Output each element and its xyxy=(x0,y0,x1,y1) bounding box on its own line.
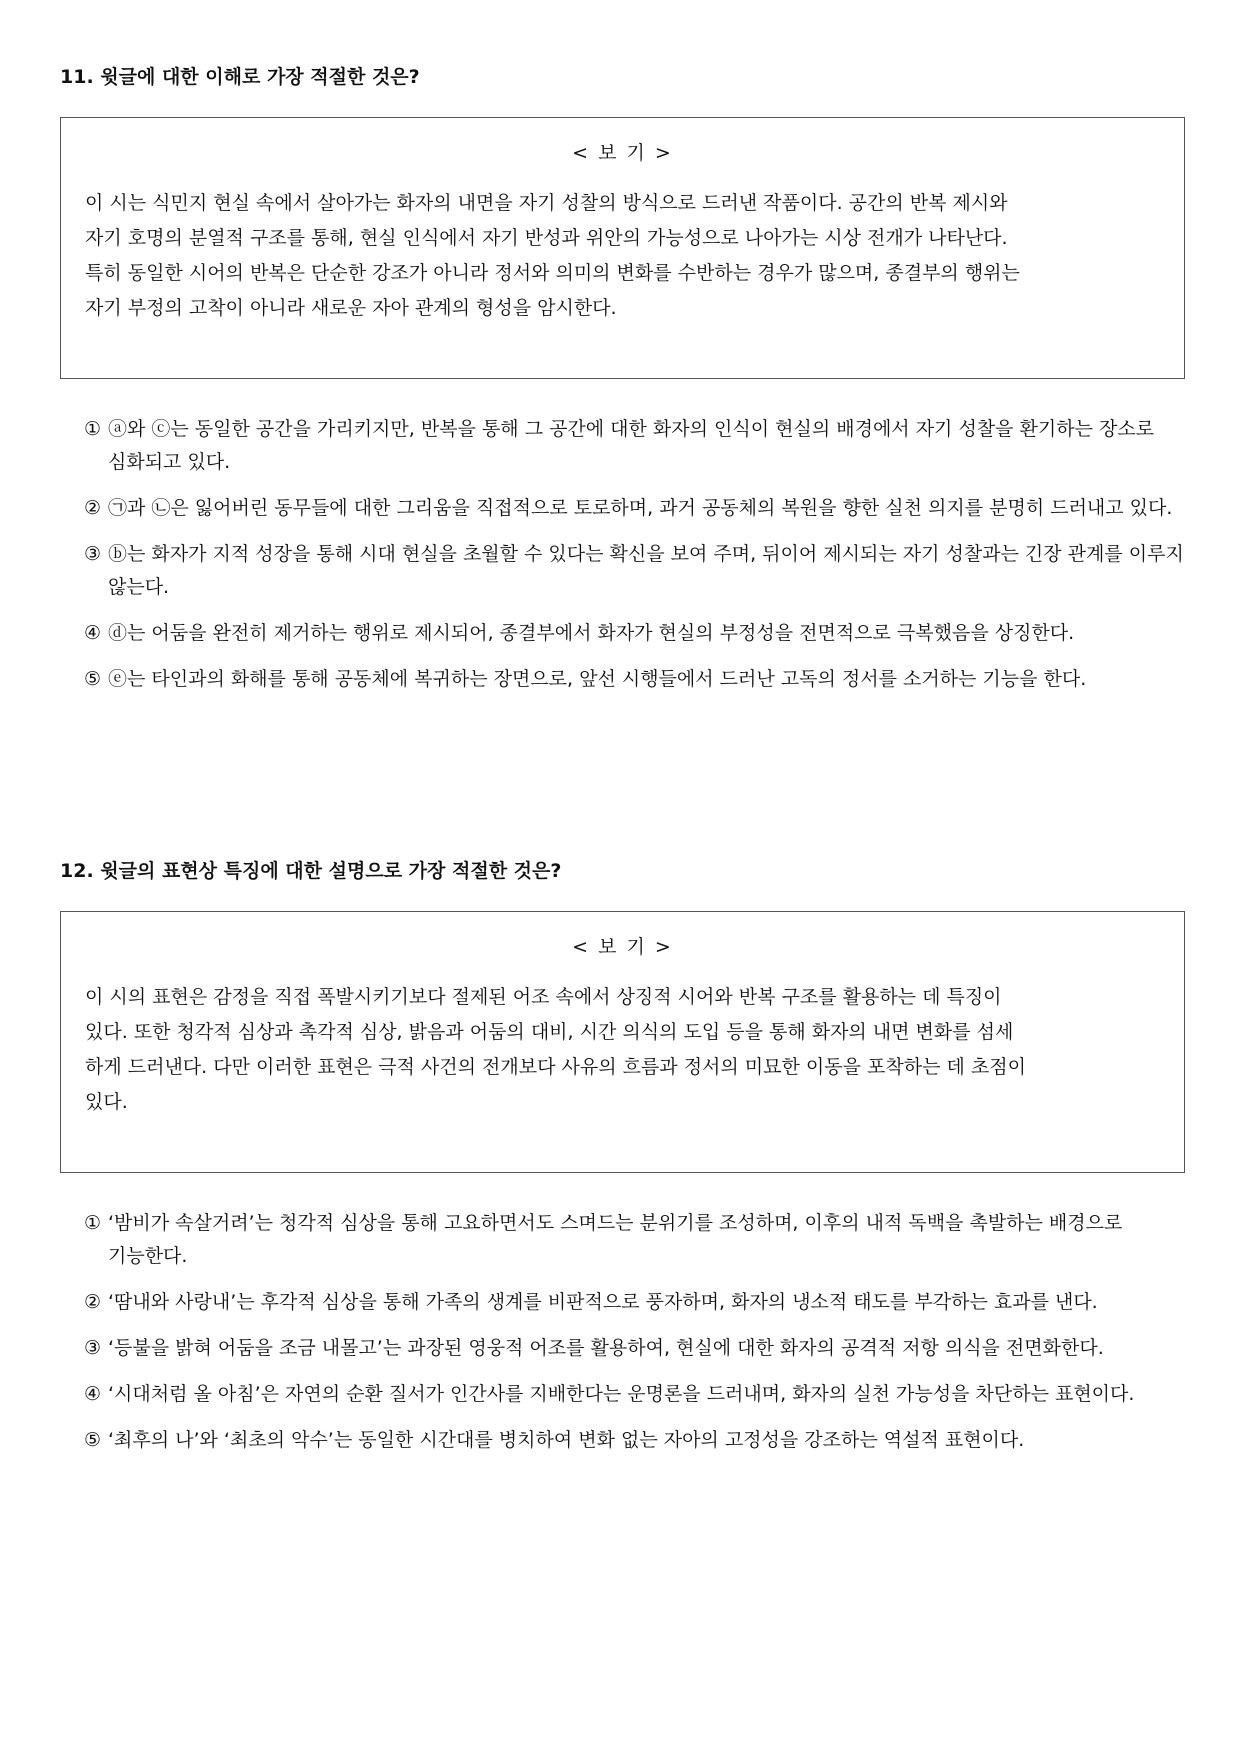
choice-number: ④ xyxy=(84,622,102,644)
choice-item[interactable] xyxy=(84,1424,1185,1457)
choice-item[interactable] xyxy=(84,663,1185,696)
question-11-title: 11. 윗글에 대한 이해로 가장 적절한 것은? xyxy=(60,66,420,88)
choice-number: ③ xyxy=(84,1337,102,1359)
choice-number: ⑤ xyxy=(84,1429,102,1451)
choice-item[interactable] xyxy=(84,1332,1185,1365)
choice-item[interactable] xyxy=(84,1378,1185,1411)
question-11 xyxy=(60,64,1185,709)
choice-text: ⓓ는 어둠을 완전히 제거하는 행위로 제시되어, 종결부에서 화자가 현실의 부정성을 전면적으로 극복했음을 상징한다. xyxy=(108,622,1075,644)
choice-number: ② xyxy=(84,497,102,519)
choice-text: ⓑ는 화자가 지적 성장을 통해 시대 현실을 초월할 수 있다는 확신을 보여 주며, 뒤이어 제시되는 자기 성찰과는 긴장 관계를 이루지 않는다. xyxy=(108,543,1184,598)
choice-item[interactable] xyxy=(84,1286,1185,1319)
choice-text: ⓔ는 타인과의 화해를 통해 공동체에 복귀하는 장면으로, 앞선 시행들에서 드러난 고독의 정서를 소거하는 기능을 한다. xyxy=(108,668,1087,690)
question-12-bogi-box xyxy=(60,911,1185,1173)
bogi-line: 이 시는 식민지 현실 속에서 살아가는 화자의 내면을 자기 성찰의 방식으로 드러낸 작품이다. 공간의 반복 제시와 xyxy=(85,192,1008,214)
bogi-line: 이 시의 표현은 감정을 직접 폭발시키기보다 절제된 어조 속에서 상징적 시어와 반복 구조를 활용하는 데 특징이 xyxy=(85,986,1002,1008)
bogi-line: 특히 동일한 시어의 반복은 단순한 강조가 아니라 정서와 의미의 변화를 수반하는 경우가 많으며, 종결부의 행위는 xyxy=(85,262,1020,284)
choice-item[interactable] xyxy=(84,538,1185,604)
bogi-line: 하게 드러낸다. 다만 이러한 표현은 극적 사건의 전개보다 사유의 흐름과 정서의 미묘한 이동을 포착하는 데 초점이 xyxy=(85,1056,1026,1078)
choice-text: ‘최후의 나’와 ‘최초의 악수’는 동일한 시간대를 병치하여 변화 없는 자아의 고정성을 강조하는 역설적 표현이다. xyxy=(108,1429,1025,1451)
choice-number: ② xyxy=(84,1291,102,1313)
choice-text: ⓐ와 ⓒ는 동일한 공간을 가리키지만, 반복을 통해 그 공간에 대한 화자의 인식이 현실의 배경에서 자기 성찰을 환기하는 장소로 심화되고 있다. xyxy=(108,418,1155,473)
question-11-choices xyxy=(60,413,1185,696)
choice-number: ① xyxy=(84,418,102,440)
bogi-line: 있다. xyxy=(85,1091,128,1113)
choice-text: ㉠과 ㉡은 잃어버린 동무들에 대한 그리움을 직접적으로 토로하며, 과거 공동체의 복원을 향한 실천 의지를 분명히 드러내고 있다. xyxy=(108,497,1173,519)
choice-item[interactable] xyxy=(84,413,1185,479)
question-11-bogi-box xyxy=(60,117,1185,379)
bogi-title: < 보 기 > xyxy=(572,936,673,958)
choice-number: ⑤ xyxy=(84,668,102,690)
question-12 xyxy=(60,858,1185,1470)
choice-number: ① xyxy=(84,1212,102,1234)
bogi-line: 자기 부정의 고착이 아니라 새로운 자아 관계의 형성을 암시한다. xyxy=(85,297,617,319)
choice-number: ④ xyxy=(84,1383,102,1405)
choice-text: ‘등불을 밝혀 어둠을 조금 내몰고’는 과장된 영웅적 어조를 활용하여, 현실에 대한 화자의 공격적 저항 의식을 전면화한다. xyxy=(108,1337,1104,1359)
bogi-line: 있다. 또한 청각적 심상과 촉각적 심상, 밝음과 어둠의 대비, 시간 의식의 도입 등을 통해 화자의 내면 변화를 섬세 xyxy=(85,1021,1014,1043)
choice-item[interactable] xyxy=(84,617,1185,650)
choice-item[interactable] xyxy=(84,492,1185,525)
bogi-line: 자기 호명의 분열적 구조를 통해, 현실 인식에서 자기 반성과 위안의 가능성으로 나아가는 시상 전개가 나타난다. xyxy=(85,227,1008,249)
question-12-title: 12. 윗글의 표현상 특징에 대한 설명으로 가장 적절한 것은? xyxy=(60,860,562,882)
choice-text: ‘밤비가 속살거려’는 청각적 심상을 통해 고요하면서도 스며드는 분위기를 조성하며, 이후의 내적 독백을 촉발하는 배경으로 기능한다. xyxy=(108,1212,1123,1267)
choice-item[interactable] xyxy=(84,1207,1185,1273)
choice-text: ‘시대처럼 올 아침’은 자연의 순환 질서가 인간사를 지배한다는 운명론을 드러내며, 화자의 실천 가능성을 차단하는 표현이다. xyxy=(108,1383,1135,1405)
bogi-title: < 보 기 > xyxy=(572,142,673,164)
choice-text: ‘땀내와 사랑내’는 후각적 심상을 통해 가족의 생계를 비판적으로 풍자하며, 화자의 냉소적 태도를 부각하는 효과를 낸다. xyxy=(108,1291,1098,1313)
question-12-choices xyxy=(60,1207,1185,1457)
choice-number: ③ xyxy=(84,543,102,565)
